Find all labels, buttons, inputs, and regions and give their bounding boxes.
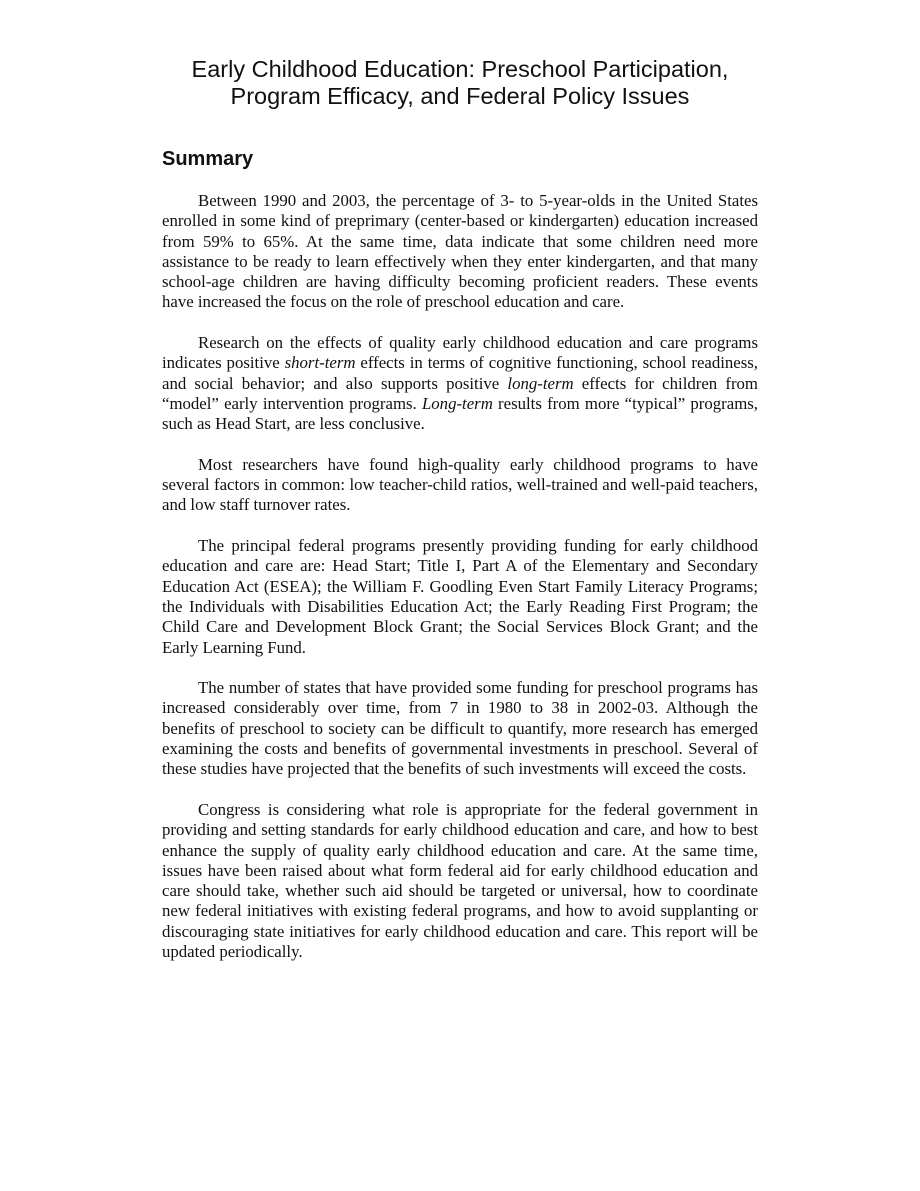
document-page [162, 0, 758, 962]
paragraph-2-italic-long-term: long-term [507, 373, 574, 393]
paragraph-2-italic-short-term: short-term [284, 353, 356, 373]
paragraph-5: The number of states that have provided some funding for preschool programs has increased considerably over time, from 7 in 1980 to 38 in 2002-03. Although the benefits of preschool to society can be difficult to quantify, more research has emerged examining the costs and benefits of governmental investments in preschool. Several of these studies have projected that the benefits of such investments will exceed the costs. [162, 678, 758, 779]
title-line-2: Program Efficacy, and Federal Policy Issues [230, 83, 690, 109]
paragraph-3: Most researchers have found high-quality early childhood programs to have several factors in common: low teacher-child ratios, well-trained and well-paid teachers, and low staff turnover rates. [162, 454, 758, 515]
paragraph-4: The principal federal programs presently providing funding for early childhood education and care are: Head Start; Title I, Part A of the Elementary and Secondary Education Act (ESEA); the William F. Goodling Even Start Family Literacy Programs; the Individuals with Disabilities Education Act; the Early Reading First Program; the Child Care and Development Block Grant; the Social Services Block Grant; and the Early Learning Fund. [162, 536, 758, 657]
document-title [162, 56, 758, 110]
paragraph-2-text-g: results from more “typical” programs, such as Head Start, are less conclusive. [162, 393, 758, 434]
paragraph-2-text-c: effects in terms of cognitive functioning, school readiness, and social behavior; and also supports positive [162, 353, 758, 393]
paragraph-2-italic-long-term-2: Long-term [421, 393, 493, 413]
section-heading: Summary [162, 148, 254, 170]
paragraph-2-text-a: Research on the effects of quality early childhood education and care programs indicates positive [162, 333, 758, 373]
paragraph-2-text-e: effects for children from “model” early intervention programs. [162, 373, 758, 413]
title-line-1: Early Childhood Education: Preschool Participation, [191, 56, 729, 82]
paragraph-2 [162, 333, 758, 434]
paragraph-1: Between 1990 and 2003, the percentage of 3- to 5-year-olds in the United States enrolled in some kind of preprimary (center-based or kindergarten) education increased from 59% to 65%. At the same time, data indicate that some children need more assistance to be ready to learn effectively when they enter kindergarten, and that many school-age children are having difficulty becoming proficient readers. These events have increased the focus on the role of preschool education and care. [162, 191, 758, 312]
paragraph-6: Congress is considering what role is appropriate for the federal government in providing and setting standards for early childhood education and care, and how to best enhance the supply of quality early childhood education and care. At the same time, issues have been raised about what form federal aid for early childhood education and care should take, whether such aid should be targeted or universal, how to coordinate new federal initiatives with existing federal programs, and how to avoid supplanting or discouraging state initiatives for early childhood education and care. This report will be updated periodically. [162, 799, 758, 961]
